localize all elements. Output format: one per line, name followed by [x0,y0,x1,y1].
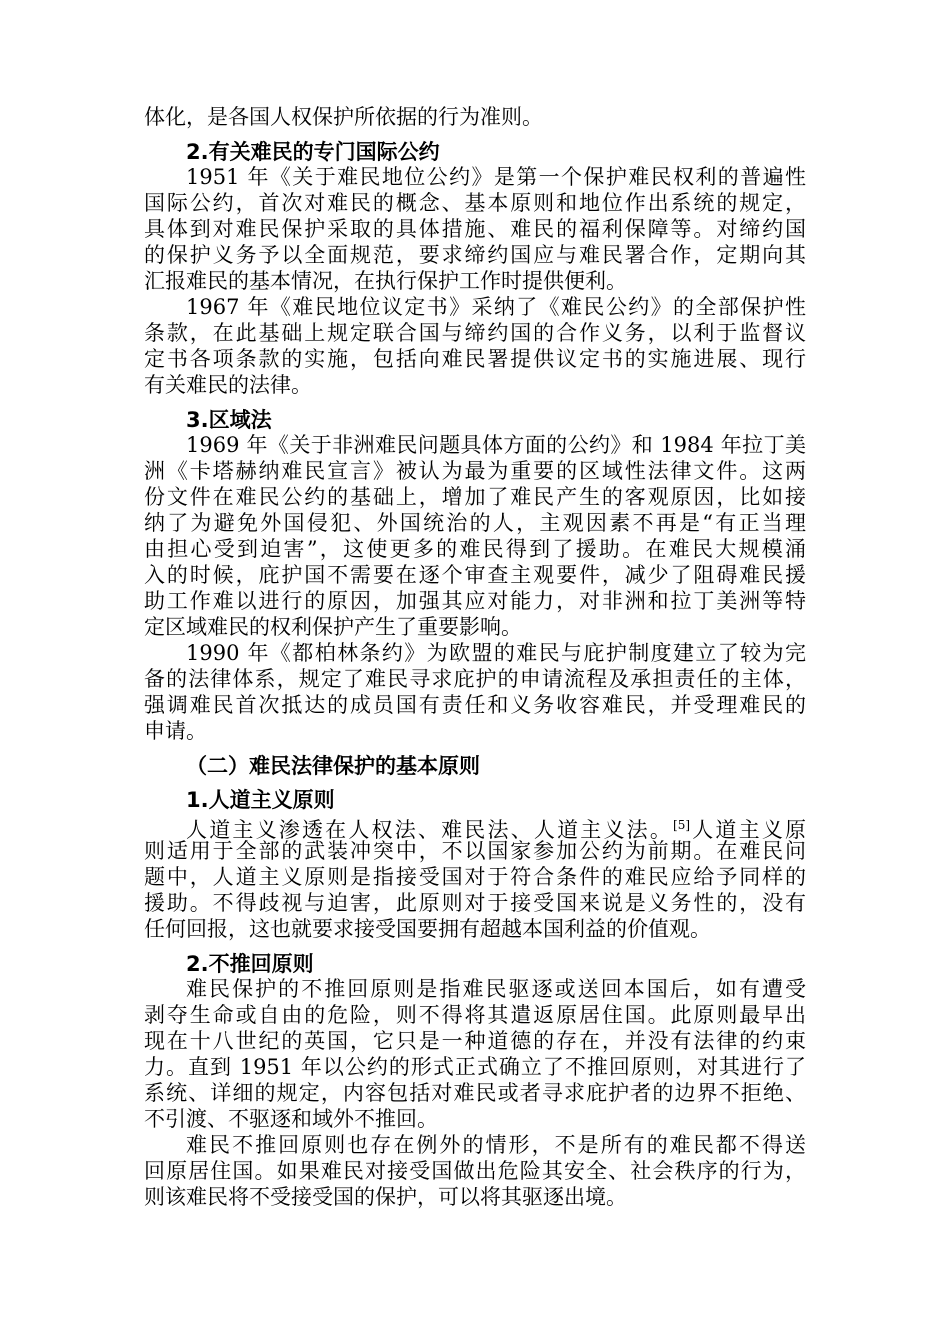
line-text: 援助。不得歧视与迫害，此原则对于接受国来说是义务性的，没有 [144,891,806,915]
line-text: 人道主义渗透在人权法、难民法、人道主义法。 [186,818,674,842]
paragraph-line [144,666,806,692]
paragraph-line [144,1002,806,1028]
paragraph-line [144,510,806,536]
paragraph-line [144,588,806,614]
line-text: 剥夺生命或自由的危险，则不得将其遣返原居住国。此原则最早出 [144,1003,806,1027]
paragraph-line [144,692,806,718]
line-text: 1969 年《关于非洲难民问题具体方面的公约》和 1984 年拉丁美 [186,433,806,457]
paragraph-line [144,1080,806,1106]
paragraph-line [144,346,806,372]
paragraph-line [144,1158,806,1184]
line-text: 具体到对难民保护采取的具体措施、难民的福利保障等。对缔约国 [144,217,806,241]
line-text: 由担心受到迫害”，这使更多的难民得到了援助。在难民大规模涌 [144,537,806,561]
paragraph-line [144,242,806,268]
paragraph-line [144,838,806,864]
heading-text: 1.人道主义原则 [186,788,335,812]
paragraph-line [144,484,806,510]
paragraph-line [186,812,807,842]
paragraph-line [144,190,806,216]
line-text: 份文件在难民公约的基础上，增加了难民产生的客观原因，比如接 [144,485,806,509]
paragraph-line [144,320,806,346]
paragraph-line [144,104,806,130]
subsection-heading [186,786,335,814]
line-text: 1967 年《难民地位议定书》采纳了《难民公约》的全部保护性 [186,295,806,319]
line-text: 有关难民的法律。 [144,373,312,397]
paragraph-line [144,562,806,588]
line-text: 回原居住国。如果难民对接受国做出危险其安全、社会秩序的行为， [144,1159,806,1183]
line-text: 系统、详细的规定，内容包括对难民或者寻求庇护者的边界不拒绝、 [144,1081,806,1105]
line-text: 题中，人道主义原则是指接受国对于符合条件的难民应给予同样的 [144,865,806,889]
line-text: 任何回报，这也就要求接受国要拥有超越本国利益的价值观。 [144,917,711,941]
paragraph-line [144,268,806,294]
line-text: 则该难民将不受接受国的保护，可以将其驱逐出境。 [144,1185,627,1209]
subsection-heading [186,138,440,166]
paragraph-line [144,216,806,242]
subsection-heading [186,406,272,434]
paragraph-line [186,432,806,458]
paragraph-line [186,294,806,320]
line-text: 难民不推回原则也存在例外的情形，不是所有的难民都不得送 [186,1133,806,1157]
paragraph-line [144,916,806,942]
line-text: 力。直到 1951 年以公约的形式正式确立了不推回原则，对其进行了 [144,1055,806,1079]
line-text: 体化，是各国人权保护所依据的行为准则。 [144,105,543,129]
paragraph-line [144,718,806,744]
line-text: 入的时候，庇护国不需要在逐个审查主观要件，减少了阻碍难民援 [144,563,806,587]
paragraph-line [144,864,806,890]
line-text: 条款，在此基础上规定联合国与缔约国的合作义务，以利于监督议 [144,321,806,345]
line-text: 定书各项条款的实施，包括向难民署提供议定书的实施进展、现行 [144,347,806,371]
paragraph-line [186,976,806,1002]
line-text: 申请。 [144,719,207,743]
section-heading [186,752,480,780]
heading-text: 2.不推回原则 [186,952,314,976]
paragraph-line [144,1106,806,1132]
line-text: 1990 年《都柏林条约》为欧盟的难民与庇护制度建立了较为完 [186,641,806,665]
heading-text: 3.区域法 [186,408,272,432]
line-text: 洲《卡塔赫纳难民宣言》被认为最为重要的区域性法律文件。这两 [144,459,806,483]
line-text: 则适用于全部的武装冲突中，不以国家参加公约为前期。在难民问 [144,839,806,863]
paragraph-line [186,640,806,666]
paragraph-line [144,372,806,398]
paragraph-line [144,1054,806,1080]
line-text: 备的法律体系，规定了难民寻求庇护的申请流程及承担责任的主体， [144,667,806,691]
subsection-heading [186,950,314,978]
footnote-reference: [5] [673,818,691,832]
line-text: 现在十八世纪的英国，它只是一种道德的存在，并没有法律的约束 [144,1029,806,1053]
paragraph-line [144,1184,806,1210]
line-text: 纳了为避免外国侵犯、外国统治的人，主观因素不再是“有正当理 [144,511,806,535]
line-text-continued: 人道主义原 [690,818,807,842]
line-text: 不引渡、不驱逐和域外不推回。 [144,1107,438,1131]
paragraph-line [144,458,806,484]
paragraph-line [144,1028,806,1054]
paragraph-line [186,1132,806,1158]
line-text: 强调难民首次抵达的成员国有责任和义务收容难民，并受理难民的 [144,693,806,717]
line-text: 汇报难民的基本情况，在执行保护工作时提供便利。 [144,269,627,293]
paragraph-line [144,890,806,916]
line-text: 1951 年《关于难民地位公约》是第一个保护难民权利的普遍性 [186,165,806,189]
paragraph-line [186,164,806,190]
heading-text: （二）难民法律保护的基本原则 [186,754,480,778]
line-text: 难民保护的不推回原则是指难民驱逐或送回本国后，如有遭受 [186,977,806,1001]
line-text: 助工作难以进行的原因，加强其应对能力，对非洲和拉丁美洲等特 [144,589,806,613]
line-text: 国际公约，首次对难民的概念、基本原则和地位作出系统的规定， [144,191,806,215]
line-text: 定区域难民的权利保护产生了重要影响。 [144,615,522,639]
line-text: 的保护义务予以全面规范，要求缔约国应与难民署合作，定期向其 [144,243,806,267]
paragraph-line [144,536,806,562]
paragraph-line [144,614,806,640]
heading-text: 2.有关难民的专门国际公约 [186,140,440,164]
